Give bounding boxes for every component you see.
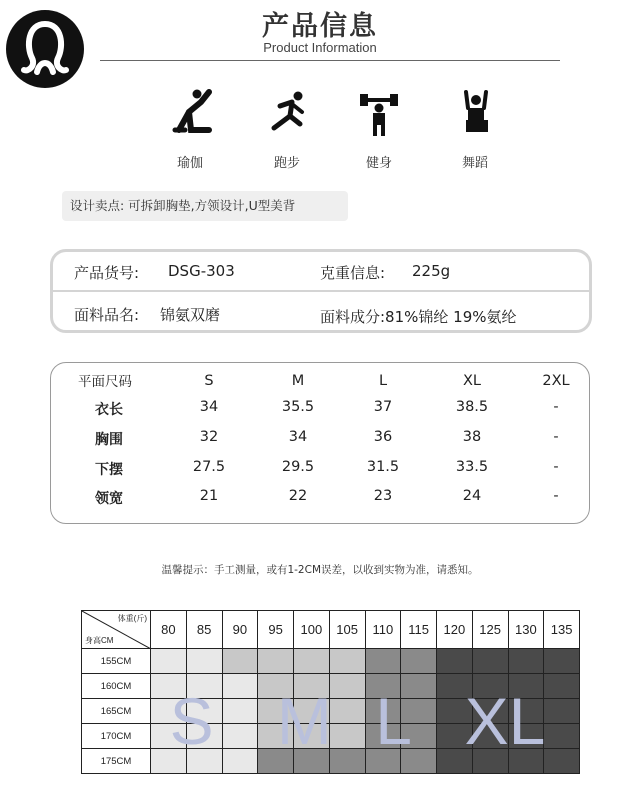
size-table-cell: 34 [288,429,308,445]
size-table-cell: 34 [199,399,219,415]
chart-corner-cell [81,610,151,649]
fabric-composition: 面料成分:81%锦纶 19%氨纶 [320,308,517,326]
size-table-cell: 33.5 [455,459,489,475]
size-table-cell: 31.5 [366,459,400,475]
weight-header-cell: 95 [257,610,294,649]
dance-icon [450,88,500,138]
size-header-xl: XL [462,373,481,389]
size-table-cell: 27.5 [192,459,226,475]
size-table-cell: 38 [462,429,482,445]
size-header-l: L [378,373,388,389]
running-icon [262,88,312,138]
size-table-cell: 23 [373,488,393,504]
size-table-cell: 38.5 [455,399,489,415]
size-zone-cell [472,648,509,674]
size-header-m: M [291,373,305,389]
yoga-icon [165,88,215,138]
activity-yoga [155,88,225,171]
weight-header-cell: 100 [293,610,330,649]
weight-label: 克重信息: [320,264,386,282]
height-row-label: 165CM [81,698,151,724]
size-zone-cell [222,748,259,774]
weight-header-cell: 115 [400,610,437,649]
weight-header-cell: 120 [436,610,473,649]
size-table-cell: 36 [373,429,393,445]
size-zone-cell [222,698,259,724]
size-table-cell: - [553,459,559,475]
header-divider [100,60,560,61]
size-table-cell: - [553,399,559,415]
size-zone-cell [329,648,366,674]
corner-height-label: 身高CM [85,636,114,645]
size-zone-cell [543,748,580,774]
size-zone-cell [293,648,330,674]
size-zone-cell [436,648,473,674]
fitness-icon [354,88,404,138]
size-zone-cell [543,673,580,699]
size-table-cell: 24 [462,488,482,504]
weight-header-cell: 90 [222,610,259,649]
size-row-label: 衣长 [95,402,123,418]
weight-value: 225g [412,262,451,280]
activity-fitness [344,88,414,171]
activity-running [252,88,322,171]
size-zone-cell [150,648,187,674]
weight-height-chart [81,610,579,773]
size-row-label: 领宽 [95,491,123,507]
size-zone-cell [543,723,580,749]
size-header-s: S [204,373,214,389]
size-zone-cell [222,673,259,699]
measurement-note: 温馨提示：手工测量，或有1-2CM误差，以收到实物为准，请悉知。 [161,564,479,576]
corner-weight-label: 体重(斤) [117,614,147,623]
size-zone-cell [257,648,294,674]
weight-header-cell: 80 [150,610,187,649]
size-table-cell: 22 [288,488,308,504]
activity-label: 瑜伽 [176,156,203,171]
size-zone-cell [329,698,366,724]
size-zone-cell [222,648,259,674]
size-table-cell: - [553,429,559,445]
fabric-label: 面料品名: [74,306,140,324]
size-zone-cell [222,723,259,749]
height-row-label: 170CM [81,723,151,749]
size-zone-cell [329,723,366,749]
size-table-cell: - [553,488,559,504]
activity-label: 舞蹈 [461,156,488,171]
size-zone-cell [543,698,580,724]
size-zone-letter: M [276,684,332,758]
size-zone-letter: L [375,684,412,758]
size-zone-letter: S [169,684,214,758]
product-info-divider [50,290,592,292]
size-table-cell: 29.5 [281,459,315,475]
weight-header-cell: 105 [329,610,366,649]
page-title: 产品信息 [262,11,378,42]
activity-label: 跑步 [273,156,300,171]
item-no-value: DSG-303 [168,262,235,280]
weight-header-cell: 135 [543,610,580,649]
weight-header-cell: 85 [186,610,223,649]
size-zone-cell [543,648,580,674]
activity-dance [440,88,510,171]
size-zone-cell [186,648,223,674]
selling-points: 设计卖点: 可拆卸胸垫,方领设计,U型美背 [62,191,348,221]
size-zone-cell [400,648,437,674]
height-row-label: 160CM [81,673,151,699]
size-zone-cell [329,673,366,699]
size-header-2xl: 2XL [542,373,570,389]
weight-header-cell: 110 [365,610,402,649]
weight-header-cell: 125 [472,610,509,649]
size-row-label: 下摆 [95,462,123,478]
size-zone-cell [329,748,366,774]
fabric-value: 锦氨双磨 [160,306,221,324]
size-zone-letter: XL [464,684,546,758]
page-subtitle: Product Information [263,40,377,55]
height-row-label: 155CM [81,648,151,674]
size-zone-cell [508,648,545,674]
size-row-label: 胸围 [95,432,123,448]
activity-label: 健身 [365,156,392,171]
weight-header-cell: 130 [508,610,545,649]
item-no-label: 产品货号: [74,264,140,282]
size-table-cell: 21 [199,488,219,504]
size-table-cell: 35.5 [281,399,315,415]
size-table-cell: 32 [199,429,219,445]
size-zone-cell [365,648,402,674]
size-table-cell: 37 [373,399,393,415]
size-table-header-label: 平面尺码 [78,374,132,390]
height-row-label: 175CM [81,748,151,774]
